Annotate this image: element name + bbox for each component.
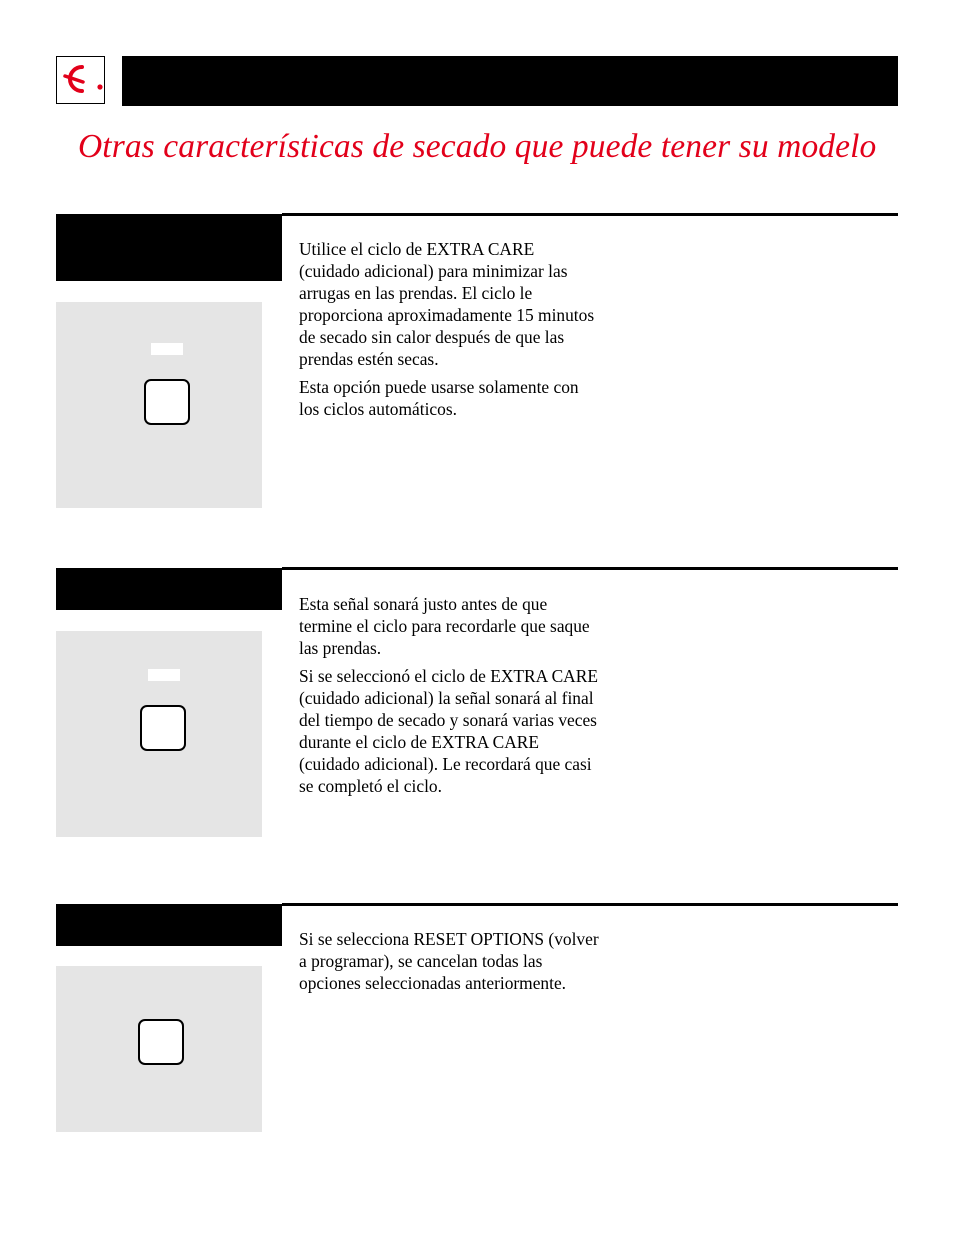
header-bar [122, 56, 898, 106]
control-panel-illustration [56, 631, 262, 837]
section-header-bar [56, 904, 282, 946]
appliance-logo-icon [57, 57, 104, 103]
indicator-light [151, 343, 183, 355]
page-title: Otras características de secado que puede tener su modelo [78, 128, 877, 165]
reset-options-button[interactable] [138, 1019, 184, 1065]
indicator-light [148, 669, 180, 681]
paragraph: Esta opción puede usarse solamente con los ciclos automáticos. [299, 377, 579, 419]
control-panel-illustration [56, 966, 262, 1132]
section-rule [282, 213, 898, 216]
signal-button[interactable] [140, 705, 186, 751]
section-rule [282, 903, 898, 906]
paragraph: Si se seleccionó el ciclo de EXTRA CARE (cuidado adicional) la señal sonará al final del tiempo de secado y sonará varias veces durante el ciclo de EXTRA CARE (cuidado adicional). Le recordará que casi se completó el ciclo. [299, 666, 598, 796]
section-description [299, 928, 599, 1000]
section-rule [282, 567, 898, 570]
extra-care-button[interactable] [144, 379, 190, 425]
section-description [299, 593, 599, 803]
control-panel-illustration [56, 302, 262, 508]
paragraph: Esta señal sonará justo antes de que termine el ciclo para recordarle que saque las prendas. [299, 594, 590, 658]
logo [56, 56, 105, 104]
section-header-bar [56, 568, 282, 610]
section-description [299, 238, 599, 426]
paragraph: Si se selecciona RESET OPTIONS (volver a programar), se cancelan todas las opciones seleccionadas anteriormente. [299, 929, 599, 993]
section-header-bar [56, 214, 282, 281]
paragraph: Utilice el ciclo de EXTRA CARE (cuidado adicional) para minimizar las arrugas en las prendas. El ciclo le proporciona aproximadamente 15 minutos de secado sin calor después de que las prendas estén secas. [299, 239, 595, 369]
